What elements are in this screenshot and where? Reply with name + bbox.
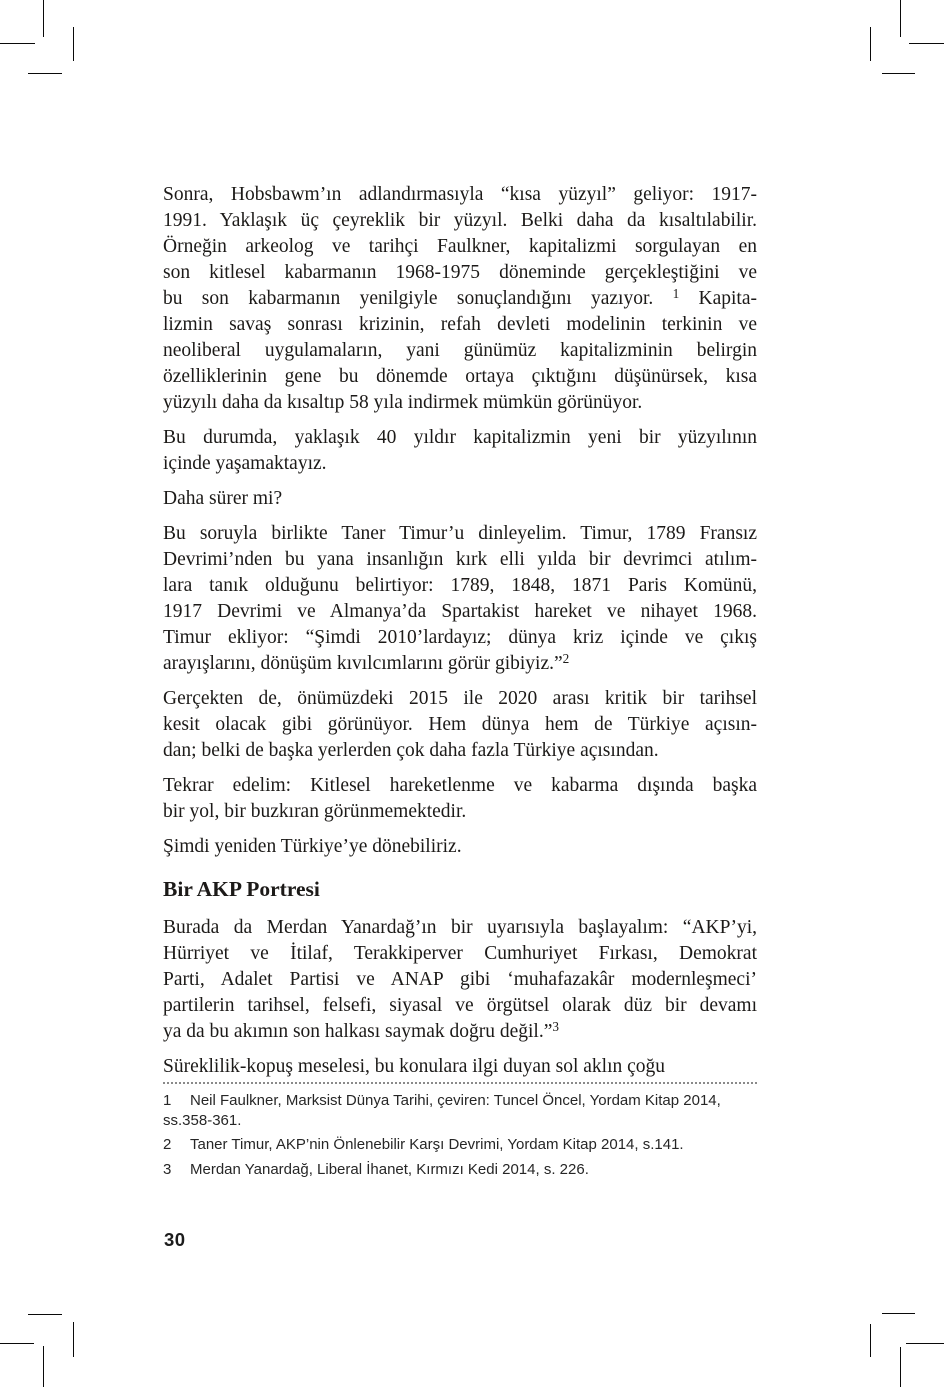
crop-mark-top-left-outer-v — [43, 0, 44, 37]
text-line: Parti, Adalet Partisi ve ANAP gibi ‘muhafazakâr modernleşmeci’ — [163, 969, 757, 990]
text-line: arayışlarını, dönüşüm kıvılcımlarını görür gibiyiz.”$^2$ — [163, 651, 570, 674]
text-line: kesit olacak gibi görünüyor. Hem dünya hem de Türkiye açısın- — [163, 714, 757, 735]
footnote-ref: 2 — [562, 651, 570, 667]
page-number: 30 — [164, 1229, 186, 1250]
text-line: Sonra, Hobsbawm’ın adlandırmasıyla “kısa yüzyıl” geliyor: 1917- — [163, 184, 757, 205]
crop-mark-top-right-outer-v — [900, 0, 901, 37]
body-paragraph — [163, 521, 757, 677]
text-line: Bu durumda, yaklaşık 40 yıldır kapitalizmin yeni bir yüzyılının — [163, 427, 757, 448]
text-line: bir yol, bir buzkıran görünmemektedir. — [163, 801, 467, 822]
text-line: Örneğin arkeolog ve tarihçi Faulkner, kapitalizmi sorgulayan en — [163, 236, 757, 257]
footnotes-block — [163, 1082, 757, 1184]
text-column — [163, 182, 757, 1089]
crop-mark-bottom-right-outer-v — [900, 1347, 901, 1387]
text-line: içinde yaşamaktayız. — [163, 453, 327, 474]
text-line: 1991. Yaklaşık üç çeyreklik bir yüzyıl. Belki daha da kısaltılabilir. — [163, 210, 757, 231]
footnote-number: 3 — [163, 1160, 172, 1178]
text-line: Tekrar edelim: Kitlesel hareketlenme ve kabarma dışında başka — [163, 775, 757, 796]
body-paragraph — [163, 773, 757, 825]
body-paragraph — [163, 915, 757, 1045]
body-paragraph — [163, 182, 757, 416]
text-line: bu son kabarmanın yenilgiyle sonuçlandığını yazıyor. $^1$ Kapita- — [163, 286, 757, 309]
text-line: özelliklerinin gene bu dönemde ortaya çıktığını düşünürsek, kısa — [163, 366, 757, 387]
text-line: lizmin savaş sonrası krizinin, refah devleti modelinin terkinin ve — [163, 314, 757, 335]
text-line: Timur ekliyor: “Şimdi 2010’lardayız; dünya kriz içinde ve çıkış — [163, 627, 757, 648]
crop-mark-bottom-left-inner-h — [28, 1314, 62, 1315]
footnote-ref: 1 — [672, 286, 680, 302]
crop-mark-bottom-left-inner-v — [73, 1322, 74, 1357]
text-line: ya da bu akımın son halkası saymak doğru değil.”$^3$ — [163, 1019, 559, 1042]
body-paragraph — [163, 834, 757, 860]
crop-mark-bottom-left-outer-v — [43, 1346, 44, 1387]
crop-mark-top-right-outer-h — [909, 43, 944, 44]
crop-mark-bottom-right-inner-v — [870, 1324, 871, 1357]
crop-mark-bottom-left-outer-h — [0, 1343, 34, 1344]
text-line: lara tanık olduğunu belirtiyor: 1789, 1848, 1871 Paris Komünü, — [163, 575, 757, 596]
footnote-1 — [163, 1091, 757, 1130]
text-line: Süreklilik-kopuş meselesi, bu konulara ilgi duyan sol aklın çoğu — [163, 1056, 666, 1077]
body-paragraph — [163, 425, 757, 477]
footnote-text: Merdan Yanardağ, Liberal İhanet, Kırmızı Kedi 2014, s. 226. — [190, 1160, 589, 1178]
crop-mark-top-left-outer-h — [0, 43, 35, 44]
crop-mark-bottom-right-inner-h — [882, 1313, 915, 1314]
text-line: Hürriyet ve İtilaf, Terakkiperver Cumhuriyet Fırkası, Demokrat — [163, 943, 757, 964]
crop-mark-top-left-inner-h — [28, 73, 62, 74]
body-paragraph — [163, 486, 757, 512]
footnote-3 — [163, 1160, 757, 1180]
footnote-number: 1 — [163, 1092, 172, 1109]
crop-mark-bottom-right-outer-h — [906, 1343, 944, 1344]
footnote-number: 2 — [163, 1136, 172, 1153]
footnote-text: Neil Faulkner, Marksist Dünya Tarihi, çeviren: Tuncel Öncel, Yordam Kitap 2014, ss.358-361. — [163, 1092, 721, 1129]
crop-mark-top-left-inner-v — [73, 27, 74, 61]
text-line: dan; belki de başka yerlerden çok daha fazla Türkiye açısından. — [163, 740, 659, 761]
text-line: neoliberal uygulamaların, yani günümüz kapitalizminin belirgin — [163, 340, 757, 361]
text-line: Daha sürer mi? — [163, 488, 283, 509]
footnote-ref: 3 — [552, 1019, 559, 1035]
text-line: Devrimi’nden bu yana insanlığın kırk elli yılda bir devrimci atılım- — [163, 549, 757, 570]
text-line: Burada da Merdan Yanardağ’ın bir uyarısıyla başlayalım: “AKP’yi, — [163, 917, 757, 938]
text-line: Şimdi yeniden Türkiye’ye dönebiliriz. — [163, 836, 462, 857]
text-line: yüzyılı daha da kısaltıp 58 yıla indirmek mümkün görünüyor. — [163, 392, 643, 413]
body-paragraph — [163, 686, 757, 764]
text-line: partilerin tarihsel, felsefi, siyasal ve örgütsel olarak düz bir devamı — [163, 995, 757, 1016]
footnote-text: Taner Timur, AKP’nin Önlenebilir Karşı Devrimi, Yordam Kitap 2014, s.141. — [190, 1136, 684, 1153]
text-line: Gerçekten de, önümüzdeki 2015 ile 2020 arası kritik bir tarihsel — [163, 688, 757, 709]
crop-mark-top-right-inner-v — [870, 27, 871, 61]
text-line: son kitlesel kabarmanın 1968-1975 döneminde gerçekleştiğini ve — [163, 262, 757, 283]
footnote-separator — [163, 1082, 757, 1084]
body-paragraph — [163, 1054, 757, 1080]
footnote-2 — [163, 1135, 757, 1155]
crop-mark-top-right-inner-h — [882, 73, 915, 74]
text-line: Bu soruyla birlikte Taner Timur’u dinleyelim. Timur, 1789 Fransız — [163, 523, 757, 544]
section-heading: Bir AKP Portresi — [163, 877, 320, 901]
text-line: 1917 Devrimi ve Almanya’da Spartakist hareket ve nihayet 1968. — [163, 601, 757, 622]
